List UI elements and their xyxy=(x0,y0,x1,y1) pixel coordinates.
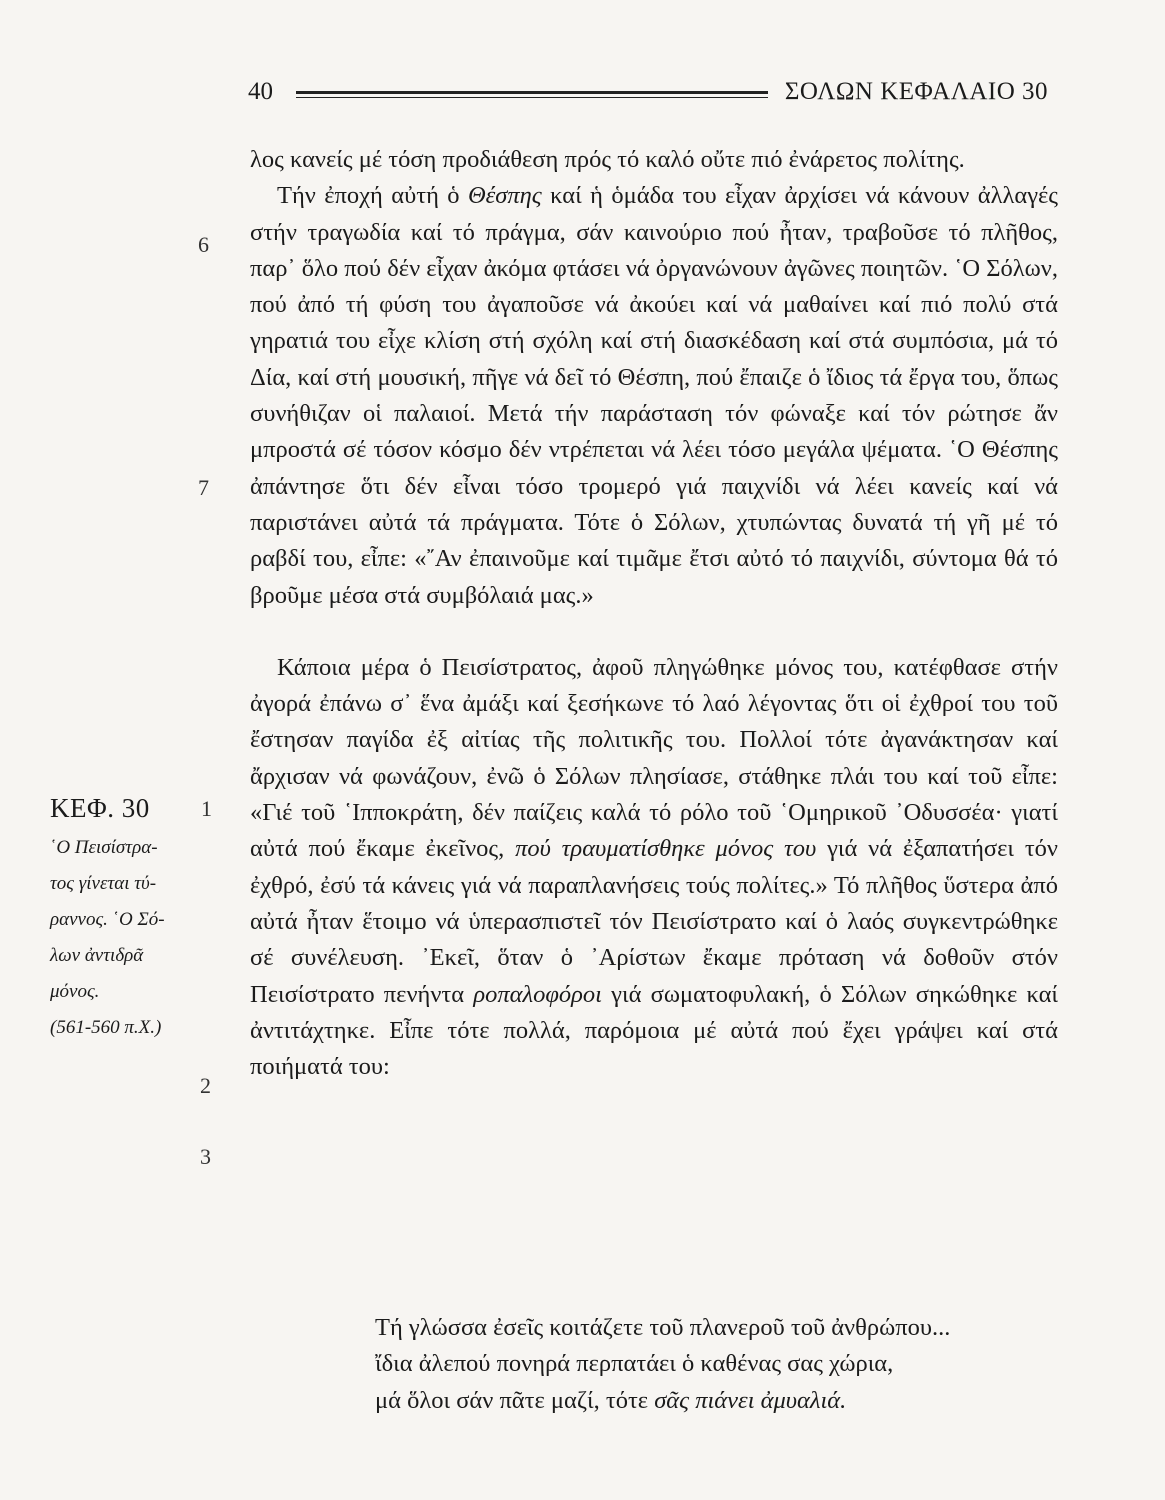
margin-line-number: 6 xyxy=(198,232,209,257)
body-text xyxy=(250,142,1058,1085)
paragraph-thespis xyxy=(250,178,1058,614)
text-run: καί ἡ ὁμάδα του εἶχαν ἀρχίσει νά κάνουν ἀλλαγές στήν τραγωδία καί τό πράγμα, σάν καινούριο πού ἦταν, τραβοῦσε τό πλῆθος, παρ᾿ ὅλο πού δέν εἶχαν ἀκόμα φτάσει νά ὀργανώνουν ἀγῶνες ποιητῶν. ῾Ο Σόλων, πού ἀπό τή φύση του ἀγαποῦσε νά ἀκούει καί νά μαθαίνει καί πιό πολύ στά γηρατιά του εἶχε κλίση στή σχόλη καί στή διασκέδαση καί στά συμπόσια, μά τό Δία, καί στή μουσική, πῆγε νά δεῖ τό Θέσπη, πού ἔπαιζε ὁ ἴδιος τά ἔργα του, ὅπως συνήθιζαν οἱ παλαιοί. Μετά τήν παράσταση τόν φώναξε καί τόν ρώτησε ἄν μπροστά σέ τόσον κόσμο δέν ντρέπεται νά λέει τόσο μεγάλα ψέματα. ῾Ο Θέσπης ἀπάντησε ὅτι δέν εἶναι τόσο τρομερό γιά παιχνίδι νά λέει κανείς καί νά παριστάνει αὐτά τά πράγματα. Τότε ὁ Σόλων, χτυπώντας δυνατά τή γῆ μέ τό ραβδί του, εἶπε: «῎Αν ἐπαινοῦμε καί τιμᾶμε ἔτσι αὐτό τό παιχνίδι, σύντομα θά τό βροῦμε μέσα στά συμβόλαιά μας.» xyxy=(250,182,1059,609)
header-rule-thin xyxy=(296,97,768,98)
text-run: γιά σωματοφυλακή, ὁ Σόλων σηκώθηκε καί ἀντιτάχτηκε. Εἶπε τότε πολλά, παρόμοια μέ αὐτά πού ἔχει γράψει καί στά ποιήματά του: xyxy=(250,980,1059,1081)
emphasis-phrase: σᾶς πιάνει ἀμυαλιά. xyxy=(654,1386,847,1414)
emphasis-phrase: πού τραυματίσθηκε μόνος του xyxy=(515,835,817,863)
chapter-summary-line: (561-560 π.Χ.) xyxy=(50,1017,162,1038)
poem-line: Τή γλώσσα ἐσεῖς κοιτάζετε τοῦ πλανεροῦ τοῦ ἀνθρώπου... xyxy=(375,1314,951,1341)
text-run: μά ὅλοι σάν πᾶτε μαζί, τότε xyxy=(375,1386,655,1414)
margin-line-number: 2 xyxy=(200,1073,211,1098)
margin-line-number: 7 xyxy=(198,475,209,500)
chapter-summary-line: ραννος. ῾Ο Σό- xyxy=(50,909,165,930)
header-rule xyxy=(296,91,768,94)
margin-line-number: 3 xyxy=(200,1144,211,1169)
text-run: Κάποια μέρα ὁ Πεισίστρατος, ἀφοῦ πληγώθηκε μόνος του, κατέφθασε στήν ἀγορά ἐπάνω σ᾿ ἕνα ἀμάξι καί ξεσήκωνε τό λαό λέγοντας ὅτι οἱ ἐχθροί του τοῦ ἔστησαν παγίδα ἐξ αἰτίας τῆς πολιτικῆς του. Πολλοί τότε ἀγανάκτησαν καί ἄρχισαν νά φωνάζουν, ἐνῶ ὁ Σόλων πλησίασε, στάθηκε πλάι του καί τοῦ εἶπε: «Γιέ τοῦ ῾Ιπποκράτη, δέν παίζεις καλά τό ρόλο τοῦ ῾Ομηρικοῦ ᾿Οδυσσέα· γιατί αὐτά πού ἔκαμε ἐκεῖνος, xyxy=(250,653,1058,863)
page-header xyxy=(248,78,1058,118)
poem-line: ἴδια ἀλεπού πονηρά περπατάει ὁ καθένας σας χώρια, xyxy=(375,1350,894,1378)
running-title: ΣΟΛΩΝ ΚΕΦΑΛΑΙΟ 30 xyxy=(784,78,1048,105)
emphasis-name: Θέσπης xyxy=(467,182,542,210)
poem-line xyxy=(375,1383,1065,1419)
chapter-margin-note xyxy=(50,790,210,1046)
text-run: Τήν ἐποχή αὐτή ὁ xyxy=(277,182,468,210)
poem-quote xyxy=(375,1310,1065,1419)
page-number: 40 xyxy=(248,78,273,105)
chapter-summary-line: τος γίνεται τύ- xyxy=(50,873,157,894)
chapter-summary-line: λων ἀντιδρᾶ xyxy=(50,945,144,966)
chapter-summary-line: μόνος. xyxy=(50,981,100,1002)
chapter-heading: ΚΕΦ. 30 xyxy=(50,793,150,823)
emphasis-word: ροπαλοφόροι xyxy=(473,980,602,1008)
chapter-summary xyxy=(50,830,210,1046)
chapter-summary-line: ῾Ο Πεισίστρα- xyxy=(50,837,158,858)
paragraph-peisistratos xyxy=(250,650,1058,1086)
text-run: γιά νά ἐξαπατήσει τόν ἐχθρό, ἐσύ τά κάνεις γιά νά παραπλανήσεις τούς πολίτες.» Τό πλῆθος ὕστερα ἀπό αὐτά ἦταν ἕτοιμο νά ὑπερασπιστεῖ τόν Πεισίστρατο καί ὁ λαός συγκεντρώθηκε σέ συνέλευση. ᾿Εκεῖ, ὅταν ὁ ᾿Αρίστων ἔκαμε πρόταση νά δοθοῦν στόν Πεισίστρατο πενήντα xyxy=(250,835,1058,1008)
paragraph-continuation: λος κανείς μέ τόση προδιάθεση πρός τό καλό οὔτε πιό ἐνάρετος πολίτης. xyxy=(250,146,965,173)
margin-line-number: 1 xyxy=(201,796,212,821)
